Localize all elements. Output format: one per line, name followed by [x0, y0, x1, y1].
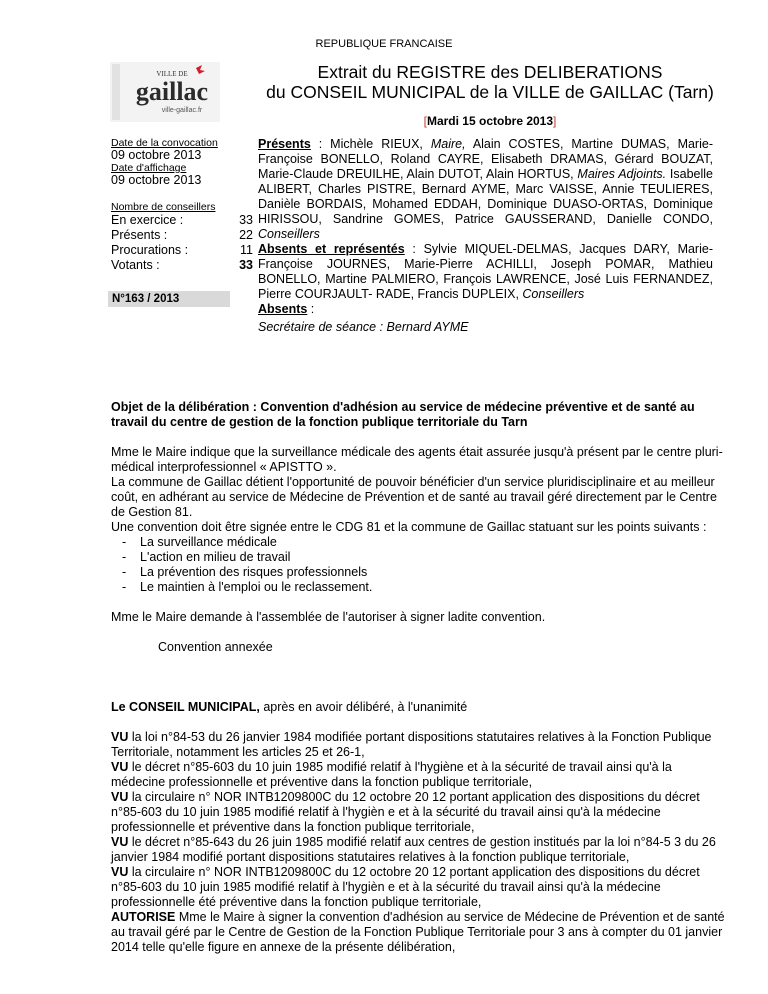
logo-text-main: gaillac: [135, 77, 209, 106]
secretary: Secrétaire de séance : Bernard AYME: [258, 320, 469, 334]
autorise-bold: AUTORISE: [111, 910, 176, 924]
session-date-text: Mardi 15 octobre 2013: [426, 114, 554, 128]
count-en-exercice: [111, 213, 253, 227]
adjoints-role: Maires Adjoints.: [577, 167, 667, 181]
list-item: - L'action en milieu de travail: [122, 550, 291, 564]
list-item-text: La prévention des risques professionnels: [140, 565, 368, 579]
objet: Objet de la délibération : Convention d'adhésion au service de médecine préventive et de santé au travail du centre de gestion de la fonction publique territoriale du Tarn: [111, 400, 695, 429]
presents-text: Alain COSTES, Martine DUMAS, Marie-Françoise BONELLO, Roland CAYRE, Elisabeth DRAMAS, Gérard BOUZAT, Marie-Claude DREUILHE, Alain DUTOT, Alain HORTUS,: [258, 137, 713, 181]
count-label: Votants :: [111, 258, 160, 272]
count-votants: [111, 258, 253, 272]
vu-label: VU: [111, 790, 129, 804]
maire-role: Maire,: [430, 137, 466, 151]
gaillac-logo-icon: [110, 62, 220, 122]
list-item: - La prévention des risques professionnels: [122, 565, 368, 579]
conseil-bold: Le CONSEIL MUNICIPAL,: [111, 700, 260, 714]
absents-text: :: [307, 302, 315, 316]
autorise-text: Mme le Maire à signer la convention d'adhésion au service de Médecine de Prévention et de santé au travail géré par le Centre de Gestion de la Fonction Publique Territoriale pour 3 ans à compter du 01 janvier 2014 telle qu'elle figure en annexe de la présente délibération,: [111, 910, 725, 954]
paragraph: Mme le Maire demande à l'assemblée de l'autoriser à signer ladite convention.: [111, 610, 546, 624]
vu-text: le décret n°85-603 du 10 juin 1985 modifié relatif à l'hygiène et à la sécurité de travail ainsi qu'à la médecine professionnelle et préventive dans la fonction publique territoriale,: [111, 760, 672, 789]
conseillers-label: Nombre de conseillers: [111, 201, 216, 213]
conseillers-role: Conseillers: [258, 227, 320, 241]
vu-item: [111, 835, 729, 865]
vu-item: [111, 865, 729, 910]
represented-paragraph: [258, 242, 713, 302]
represented-text: : Sylvie MIQUEL-DELMAS, Jacques DARY, Marie-Françoise JOURNES, Marie-Pierre ACHILLI, Joseph POMAR, Mathieu BONELLO, Martine PALMIERO, François LAWRENCE, José Luis FERNANDEZ, Pierre COURJAULT- RADE, Francis DUPLEIX,: [258, 242, 713, 301]
count-procurations: [111, 243, 253, 257]
count-value: 33: [239, 258, 253, 272]
list-item-text: La surveillance médicale: [140, 535, 277, 549]
presents-text: Isabelle ALIBERT, Charles PISTRE, Bernard AYME, Marc VAISSE, Annie TEULIERES, Danièle BORDAIS, Mohamed EDDAH, Dominique DUASO-ORTAS, Dominique HIRISSOU, Sandrine GOMES, Patrice GAUSSERAND, Danielle CONDO,: [258, 167, 713, 226]
attendance-block: [258, 137, 713, 317]
vu-text: le décret n°85-643 du 26 juin 1985 modifié relatif aux centres de gestion institués par la loi n°84-5 3 du 26 janvier 1984 modifié portant dispositions statutaires relatives à la fonction publique territoriale,: [111, 835, 716, 864]
presents-paragraph: [258, 137, 713, 242]
count-value: 22: [239, 228, 253, 242]
vu-label: VU: [111, 760, 129, 774]
count-label: Procurations :: [111, 243, 189, 257]
absents-label: Absents: [258, 302, 308, 316]
vu-label: VU: [111, 865, 129, 879]
title-line-2: du CONSEIL MUNICIPAL de la VILLE de GAILLAC (Tarn): [266, 82, 714, 102]
affichage-date: 09 octobre 2013: [111, 173, 202, 187]
list-item-text: Le maintien à l'emploi ou le reclassement.: [140, 580, 373, 594]
title-line-1: Extrait du REGISTRE des DELIBERATIONS: [317, 62, 663, 82]
paragraph: Une convention doit être signée entre le CDG 81 et la commune de Gaillac statuant sur les points suivants :: [111, 520, 707, 534]
vu-item: [111, 760, 729, 790]
list-item-text: L'action en milieu de travail: [140, 550, 291, 564]
convocation-date: 09 octobre 2013: [111, 148, 202, 162]
count-value: 33: [239, 213, 253, 227]
convocation-label: Date de la convocation: [111, 137, 218, 149]
affichage-label: Date d'affichage: [111, 162, 187, 174]
count-presents: [111, 228, 253, 242]
vu-item: [111, 730, 729, 760]
absents-paragraph: [258, 302, 713, 317]
annexe-note: Convention annexée: [158, 640, 273, 654]
vu-text: la circulaire n° NOR INTB1209800C du 12 octobre 20 12 portant application des dispositions du décret n°85-603 du 10 juin 1985 modifié relatif à l'hygièn e et à la sécurité du travail ainsi qu'à la médecine professionnelle été préventive dans la fonction publique territoriale,: [111, 865, 700, 909]
list-item: - Le maintien à l'emploi ou le reclassement.: [122, 580, 373, 594]
vu-text: la circulaire n° NOR INTB1209800C du 12 octobre 20 12 portant application des dispositions du décret n°85-603 du 10 juin 1985 modifié relatif à l'hygièn e et à la sécurité du travail ainsi qu'à la médecine professionnelle et préventive dans la fonction publique territoriale,: [111, 790, 700, 834]
conseil-statement: [111, 700, 729, 715]
session-date: [Mardi 15 octobre 2013]: [423, 114, 557, 128]
deliberation-body: [111, 400, 729, 955]
count-value: 11: [240, 243, 253, 257]
republic-header: REPUBLIQUE FRANCAISE: [315, 38, 453, 50]
deliberation-number: N°163 / 2013: [108, 291, 230, 307]
logo-text-sub: ville-gaillac.fr: [161, 107, 203, 114]
vu-label: VU: [111, 730, 129, 744]
vu-text: la loi n°84-53 du 26 janvier 1984 modifiée portant dispositions statutaires relatives à la Fonction Publique Territoriale, notamment les articles 25 et 26-1,: [111, 730, 712, 759]
vu-item: [111, 790, 729, 835]
represented-label: Absents et représentés: [258, 242, 405, 256]
conseillers-role: Conseillers: [522, 287, 585, 301]
count-label: En exercice :: [111, 213, 184, 227]
count-label: Présents :: [111, 228, 168, 242]
logo-text-top: VILLE DE: [156, 70, 188, 78]
paragraph: La commune de Gaillac détient l'opportunité de pouvoir bénéficier d'un service pluridisciplinaire et au meilleur coût, en adhérant au service de Médecine de Prévention et de santé au travail géré directement par le Centre de Gestion 81.: [111, 475, 717, 519]
presents-text: : Michèle RIEUX,: [310, 137, 431, 151]
list-item: - La surveillance médicale: [122, 535, 277, 549]
conseil-text: après en avoir délibéré, à l'unanimité: [259, 700, 468, 714]
autorise-statement: [111, 910, 729, 955]
gaillac-logo: [110, 62, 220, 122]
vu-label: VU: [111, 835, 129, 849]
presents-label: Présents: [258, 137, 311, 151]
paragraph: Mme le Maire indique que la surveillance médicale des agents était assurée jusqu'à présent par le centre pluri-médical interprofessionnel « APISTTO ».: [111, 445, 723, 474]
